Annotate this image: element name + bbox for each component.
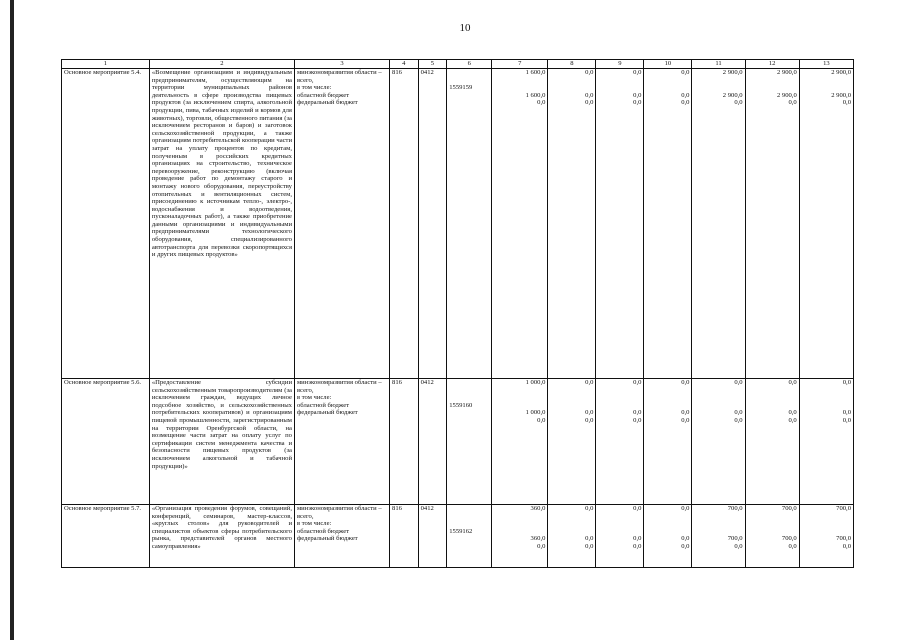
grbs-code: 816 (390, 379, 419, 505)
table-row (62, 379, 854, 505)
value-cell: 2 900,0 2 900,0 0,0 (745, 69, 799, 379)
source-regional: областной бюджет (296, 91, 350, 99)
value-cell: 0,0 0,0 0,0 (596, 505, 644, 568)
column-header: 11 (692, 60, 745, 69)
source-federal: федеральный бюджет (296, 99, 358, 107)
value-cell: 0,0 0,0 0,0 (745, 379, 799, 505)
rzpr-code: 0412 (418, 69, 447, 379)
column-header: 5 (418, 60, 447, 69)
value-cell: 2 900,0 2 900,0 0,0 (799, 69, 853, 379)
event-description: «Предоставление субсидии сельскохозяйственным товаропроизводителям (за исключением граждан, ведущих личное подсобное хозяйство, и сельскохозяйственных потребительских кооперативов) и организациям пищевой промышленности, зарегистрированным на территории Оренбургской области, на возмещение части затрат на оплату услуг по сертификации систем менеджмента качества и безопасности пищевых продуктов (за исключением алкогольной и табачной продукции)» (149, 379, 294, 505)
column-number-row (62, 60, 854, 69)
value-cell: 360,0 360,0 0,0 (492, 505, 548, 568)
source-federal: федеральный бюджет (296, 409, 358, 417)
column-header: 6 (447, 60, 492, 69)
value-cell: 0,0 0,0 0,0 (548, 379, 596, 505)
value-cell: 700,0 700,0 0,0 (692, 505, 745, 568)
page-number: 10 (459, 22, 471, 34)
scan-shadow-edge (10, 0, 14, 640)
value-cell: 700,0 700,0 0,0 (799, 505, 853, 568)
value-cell: 0,0 0,0 0,0 (596, 69, 644, 379)
csr-code: 1559159 (447, 69, 492, 379)
value-cell: 700,0 700,0 0,0 (745, 505, 799, 568)
source-federal: федеральный бюджет (296, 535, 358, 543)
value-cell: 0,0 0,0 0,0 (644, 505, 692, 568)
column-header: 10 (644, 60, 692, 69)
value-cell: 0,0 0,0 0,0 (799, 379, 853, 505)
source-total: минэкономразвития области – всего, (296, 379, 382, 394)
budget-table (61, 59, 854, 568)
table-row (62, 69, 854, 379)
source-incl: в том числе: (296, 520, 332, 528)
csr-code: 1559160 (447, 379, 492, 505)
funding-source (294, 69, 389, 379)
column-header: 2 (149, 60, 294, 69)
value-cell: 2 900,0 2 900,0 0,0 (692, 69, 745, 379)
event-name: Основное мероприятие 5.4. (62, 69, 150, 379)
source-regional: областной бюджет (296, 527, 350, 535)
column-header: 7 (492, 60, 548, 69)
value-cell: 1 600,0 1 600,0 0,0 (492, 69, 548, 379)
event-description: «Организация проведения форумов, совещаний, конференций, семинаров, мастер-классов, «круглых столов» для руководителей и специалистов объектов сферы потребительского рынка, представителей органов местного самоуправления» (149, 505, 294, 568)
source-total: минэкономразвития области – всего, (296, 505, 382, 520)
table-row (62, 505, 854, 568)
event-name: Основное мероприятие 5.6. (62, 379, 150, 505)
event-description: «Возмещение организациям и индивидуальным предпринимателям, осуществляющим на территории муниципальных районов деятельность в сфере производства пищевых продуктов (за исключением спирта, алкогольной продукции, пива, табачных изделий и кормов для животных), торговли, общественного питания (за исключением ресторанов и баров) и заготовок сельскохозяйственной продукции, а также организациям потребительской кооперации части затрат на уплату процентов по кредитам, полученным в российских кредитных организациях на строительство, техническое перевооружение, реконструкцию (включая проведение работ по демонтажу старого и монтажу нового оборудования, переустройству отопительных и вентиляционных систем, присоединению к источникам тепло-, электро-, водоснабжения и водоотведения, пусконаладочных работ), а также приобретение данными организациями и индивидуальными предпринимателями технологического оборудования, специализированного автотранспорта для перевозки скоропортящихся и других пищевых продуктов» (149, 69, 294, 379)
source-regional: областной бюджет (296, 401, 350, 409)
value-cell: 0,0 0,0 0,0 (644, 69, 692, 379)
column-header: 13 (799, 60, 853, 69)
source-total: минэкономразвития области – всего, (296, 69, 382, 84)
rzpr-code: 0412 (418, 379, 447, 505)
column-header: 3 (294, 60, 389, 69)
value-cell: 0,0 0,0 0,0 (644, 379, 692, 505)
csr-code: 1559162 (447, 505, 492, 568)
column-header: 4 (390, 60, 419, 69)
column-header: 8 (548, 60, 596, 69)
grbs-code: 816 (390, 69, 419, 379)
rzpr-code: 0412 (418, 505, 447, 568)
source-incl: в том числе: (296, 84, 332, 92)
funding-source (294, 505, 389, 568)
value-cell: 0,0 0,0 0,0 (596, 379, 644, 505)
funding-source (294, 379, 389, 505)
value-cell: 0,0 0,0 0,0 (548, 69, 596, 379)
value-cell: 1 000,0 1 000,0 0,0 (492, 379, 548, 505)
column-header: 9 (596, 60, 644, 69)
column-header: 12 (745, 60, 799, 69)
grbs-code: 816 (390, 505, 419, 568)
value-cell: 0,0 0,0 0,0 (548, 505, 596, 568)
source-incl: в том числе: (296, 394, 332, 402)
event-name: Основное мероприятие 5.7. (62, 505, 150, 568)
value-cell: 0,0 0,0 0,0 (692, 379, 745, 505)
column-header: 1 (62, 60, 150, 69)
